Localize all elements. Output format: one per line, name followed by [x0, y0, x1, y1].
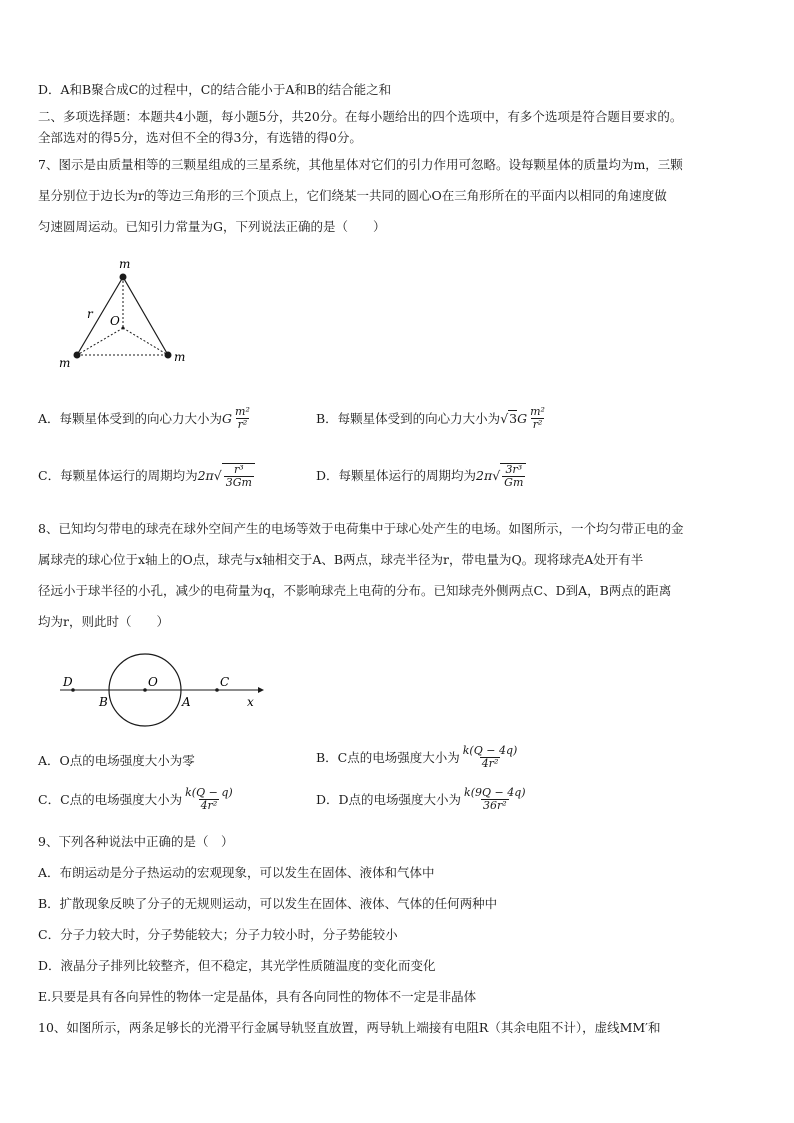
q7-option-d [316, 463, 526, 489]
q7-option-b-fraction [528, 406, 547, 431]
q7-option-a-g: G [222, 410, 233, 426]
q7-option-a-text: A．每颗星体受到的向心力大小为 [38, 410, 223, 426]
q7-option-b-g: G [517, 410, 528, 426]
q7-option-d-prefix: 2π [476, 468, 493, 483]
q7-option-d-text: D．每颗星体运行的周期均为 [316, 468, 477, 483]
q9-option-e: E.只要是具有各向异性的物体一定是晶体，具有各向同性的物体不一定是非晶体 [38, 989, 477, 1004]
q8-option-c-numerator: k(Q − q) [185, 786, 233, 799]
q7-option-a-numerator: m² [235, 405, 250, 418]
q9-stem: 9、下列各种说法中正确的是（ ） [38, 834, 234, 849]
q8-option-c [38, 787, 236, 812]
q8-option-d [316, 787, 529, 812]
q8-option-c-denominator: 4r² [200, 799, 218, 812]
q7-option-c-radicand [222, 463, 255, 489]
q7-option-d-denominator: Gm [504, 476, 524, 489]
q7-option-a [38, 406, 253, 431]
center-line-right [123, 328, 168, 355]
q8-stem-line4: 均为r，则此时（ ） [38, 614, 169, 629]
label-b: B [99, 695, 108, 709]
q7-option-b-sqrt-arg: 3 [509, 411, 518, 426]
label-center-o: O [110, 314, 120, 328]
q8-option-c-fraction [183, 787, 235, 812]
label-a: A [182, 695, 191, 709]
q8-option-d-fraction [462, 787, 528, 812]
x-axis-arrow-icon [258, 687, 264, 693]
q8-stem-line2: 属球壳的球心位于x轴上的O点，球壳与x轴相交于A、B两点，球壳半径为r，带电量为Q。现将球壳A处开有半 [38, 552, 644, 567]
q7-stem-line2: 星分别位于边长为r的等边三角形的三个顶点上，它们绕某一共同的圆心O在三角形所在的平面内以相同的角速度做 [38, 188, 667, 203]
q7-option-c [38, 463, 255, 489]
q7-option-a-fraction [233, 406, 252, 431]
triangle-side-right [123, 277, 168, 355]
label-o: O [148, 675, 158, 689]
q8-option-d-text: D．D点的电场强度大小为 [316, 791, 462, 807]
q7-option-c-fraction [224, 464, 254, 489]
star-top [120, 274, 127, 281]
q7-stem-line1: 7、图示是由质量相等的三颗星组成的三星系统，其他星体对它们的引力作用可忽略。设每颗星体的质量均为m，三颗 [38, 157, 683, 172]
q7-option-d-numerator: 3r³ [505, 463, 523, 476]
q9-option-a: A．布朗运动是分子热运动的宏观现象，可以发生在固体、液体和气体中 [38, 865, 435, 880]
q10-stem-line1: 10、如图所示，两条足够长的光滑平行金属导轨竖直放置，两导轨上端接有电阻R（其余电阻不计），虚线MM′和 [38, 1020, 661, 1035]
q8-option-b-denominator: 4r² [481, 757, 499, 770]
center-point [122, 327, 125, 330]
label-x: x [247, 695, 254, 709]
q6-option-d: D．A和B聚合成C的过程中，C的结合能小于A和B的结合能之和 [38, 82, 392, 97]
q8-option-c-text: C．C点的电场强度大小为 [38, 791, 183, 807]
q7-option-d-radicand [500, 463, 526, 489]
q7-option-b-sqrt: √ 3 [500, 410, 518, 426]
label-top-m: m [119, 257, 131, 271]
q7-option-c-numerator: r³ [233, 463, 244, 476]
q8-option-b-fraction [461, 745, 520, 770]
q8-stem-line3: 径远小于球半径的小孔，减少的电荷量为q，不影响球壳上电荷的分布。已知球壳外侧两点C、D到A，B两点的距离 [38, 583, 672, 598]
label-right-m: m [174, 350, 186, 364]
section-scoring: 全部选对的得5分，选对但不全的得3分，有选错的得0分。 [38, 130, 362, 145]
q8-option-b [316, 745, 520, 770]
q8-stem-line1: 8、已知均匀带电的球壳在球外空间产生的电场等效于电荷集中于球心处产生的电场。如图所示，一个均匀带正电的金 [38, 521, 684, 536]
q7-option-c-text: C．每颗星体运行的周期均为 [38, 468, 198, 483]
q7-option-b-text: B．每颗星体受到的向心力大小为 [316, 410, 501, 426]
q7-option-d-sqrt: √ $\frac{\text{3r³}}{Gm}$ [492, 463, 526, 489]
q8-option-a-text: A．O点的电场强度大小为零 [38, 753, 195, 768]
q7-option-b-denominator: r² [532, 418, 543, 431]
q9-option-d: D．液晶分子排列比较整齐，但不稳定，其光学性质随温度的变化而变化 [38, 958, 436, 973]
section-header: 二、多项选择题：本题共4小题，每小题5分，共20分。在每小题给出的四个选项中，有多个选项是符合题目要求的。 [38, 109, 683, 124]
q8-sphere-figure [55, 650, 270, 730]
label-d: D [63, 675, 73, 689]
label-c: C [220, 675, 230, 689]
center-line-left [77, 328, 123, 355]
q9-option-b: B．扩散现象反映了分子的无规则运动，可以发生在固体、液体、气体的任何两种中 [38, 896, 498, 911]
q7-option-c-denominator: 3Gm [225, 476, 252, 489]
q8-option-d-denominator: 36r² [482, 799, 507, 812]
label-side-r: r [87, 307, 93, 321]
q7-option-a-denominator: r² [237, 418, 248, 431]
star-right [165, 352, 172, 359]
point-c [215, 688, 219, 692]
q8-option-b-numerator: k(Q − 4q) [462, 744, 518, 757]
q7-option-d-fraction [502, 464, 525, 489]
star-left [74, 352, 81, 359]
q7-option-c-sqrt: √ $\frac{\text{r³}}{3Gm}$ [214, 463, 255, 489]
q7-option-b [316, 406, 548, 431]
q9-option-c: C．分子力较大时，分子势能较大；分子力较小时，分子势能较小 [38, 927, 398, 942]
q7-option-c-prefix: 2π [197, 468, 214, 483]
point-o [143, 688, 147, 692]
q8-option-a [38, 753, 195, 769]
q8-option-d-numerator: k(9Q − 4q) [464, 786, 526, 799]
q7-option-b-numerator: m² [530, 405, 545, 418]
q7-triangle-figure [55, 255, 205, 375]
label-left-m: m [59, 356, 71, 370]
q8-option-b-text: B．C点的电场强度大小为 [316, 749, 460, 765]
q7-stem-line3: 匀速圆周运动。已知引力常量为G，下列说法正确的是（ ） [38, 219, 386, 234]
